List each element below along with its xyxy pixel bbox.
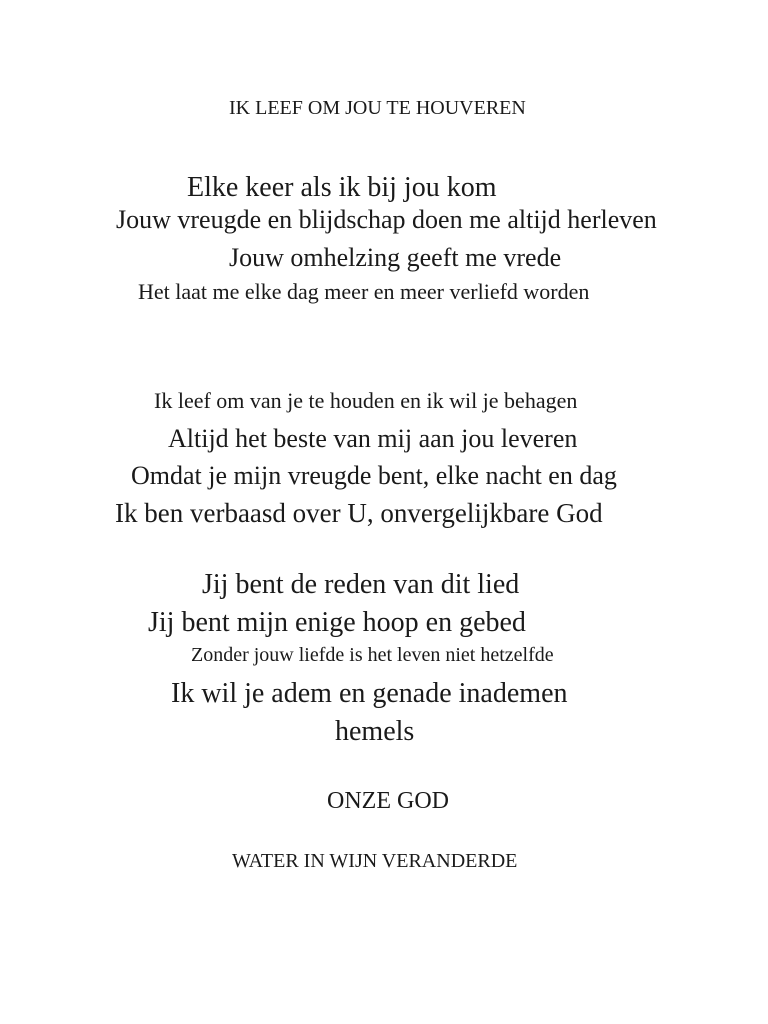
verse1-line-3: Jouw omhelzing geeft me vrede bbox=[229, 243, 562, 272]
chorus-line-3: Zonder jouw liefde is het leven niet hetzelfde bbox=[191, 644, 554, 666]
verse2-line-3: Omdat je mijn vreugde bent, elke nacht en dag bbox=[131, 461, 617, 490]
next-song-title: ONZE GOD bbox=[327, 788, 449, 814]
next-song-subtitle: WATER IN WIJN VERANDERDE bbox=[232, 850, 518, 872]
chorus-line-2: Jij bent mijn enige hoop en gebed bbox=[148, 607, 526, 638]
chorus-line-1: Jij bent de reden van dit lied bbox=[202, 569, 520, 600]
song-title: IK LEEF OM JOU TE HOUVEREN bbox=[229, 97, 526, 119]
chorus-line-5: hemels bbox=[335, 716, 415, 747]
verse1-line-2: Jouw vreugde en blijdschap doen me altijd herleven bbox=[116, 205, 657, 234]
verse2-line-4: Ik ben verbaasd over U, onvergelijkbare God bbox=[115, 498, 603, 528]
verse2-line-2: Altijd het beste van mij aan jou leveren bbox=[168, 424, 578, 453]
verse1-line-4: Het laat me elke dag meer en meer verliefd worden bbox=[138, 279, 590, 304]
verse1-line-1: Elke keer als ik bij jou kom bbox=[187, 172, 497, 203]
chorus-line-4: Ik wil je adem en genade inademen bbox=[171, 678, 568, 709]
verse2-line-1: Ik leef om van je te houden en ik wil je behagen bbox=[154, 388, 578, 413]
